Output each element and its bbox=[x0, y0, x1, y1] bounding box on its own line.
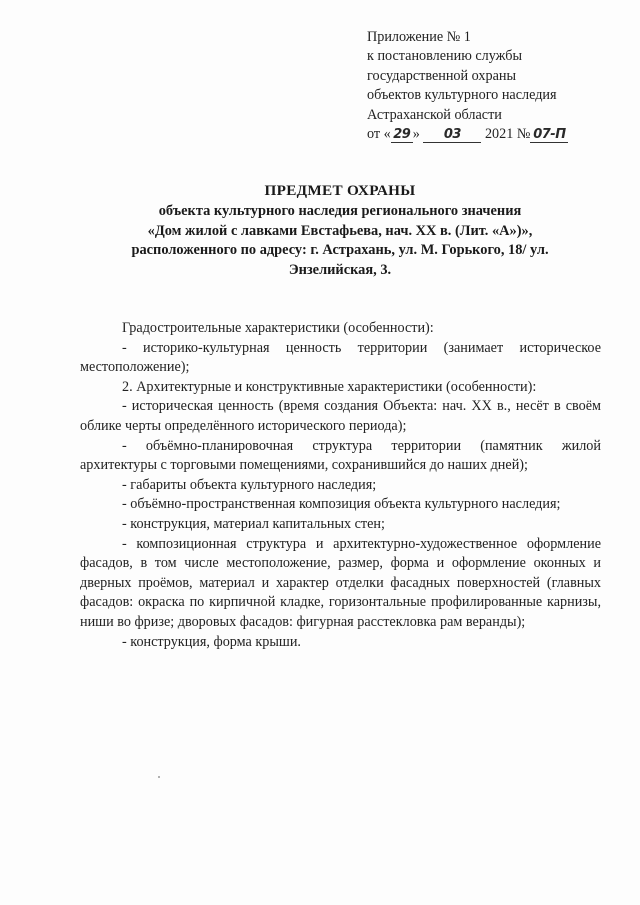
title-line: расположенного по адресу: г. Астрахань, ул. М. Горького, 18/ ул. bbox=[131, 242, 549, 259]
body-paragraph: - конструкция, форма крыши. bbox=[122, 633, 301, 650]
body-paragraph: - историко-культурная ценность территории (занимает историческое местоположение); bbox=[80, 339, 601, 376]
body-paragraph: 2. Архитектурные и конструктивные характеристики (особенности): bbox=[122, 378, 537, 395]
document-body bbox=[80, 319, 601, 652]
body-paragraph: - габариты объекта культурного наследия; bbox=[122, 476, 377, 493]
body-paragraph: - конструкция, материал капитальных стен; bbox=[122, 515, 385, 532]
appendix-title: Приложение № 1 bbox=[367, 29, 471, 45]
appendix-line: государственной охраны bbox=[367, 67, 517, 84]
title-line: «Дом жилой с лавками Евстафьева, нач. XX в. (Лит. «А»)», bbox=[147, 222, 533, 239]
scan-speck bbox=[158, 776, 160, 778]
appendix-date-line bbox=[367, 125, 627, 144]
document-title: ПРЕДМЕТ ОХРАНЫ bbox=[264, 182, 416, 199]
appendix-line: к постановлению службы bbox=[367, 48, 523, 65]
date-month: 03 bbox=[423, 127, 481, 143]
body-paragraph: Градостроительные характеристики (особенности): bbox=[122, 320, 434, 336]
appendix-line: объектов культурного наследия bbox=[367, 87, 557, 104]
body-paragraph: - композиционная структура и архитектурно-художественное оформление фасадов, в том числе местоположение, размер, форма и оформление оконных и дверных проёмов, материал и характер отделки фасадных поверхностей (главных фасадов: окраска по кирпичной кладке, горизонтальные профилированные карнизы, ниши во фризе; дворовых фасадов: фигурная расстекловка рам веранды); bbox=[80, 535, 601, 630]
doc-number: 07-П bbox=[530, 127, 568, 143]
date-year: 2021 № bbox=[484, 126, 531, 143]
body-paragraph: - объёмно-пространственная композиция объекта культурного наследия; bbox=[122, 496, 561, 513]
appendix-header bbox=[367, 28, 627, 144]
title-line: объекта культурного наследия регионального значения bbox=[158, 203, 522, 219]
body-paragraph: - объёмно-планировочная структура территории (памятник жилой архитектуры с торговыми помещениями, сохранившийся до наших дней); bbox=[80, 437, 601, 474]
date-day: 29 bbox=[391, 127, 413, 143]
appendix-line: Астраханской области bbox=[367, 106, 502, 123]
title-line: Энзелийская, 3. bbox=[288, 261, 392, 278]
date-mid: » bbox=[412, 126, 420, 143]
body-paragraph: - историческая ценность (время создания Объекта: нач. XX в., несёт в своём облике черты определённого исторического периода); bbox=[80, 398, 601, 434]
date-prefix: от « bbox=[367, 126, 391, 143]
document-title-block bbox=[100, 180, 580, 280]
